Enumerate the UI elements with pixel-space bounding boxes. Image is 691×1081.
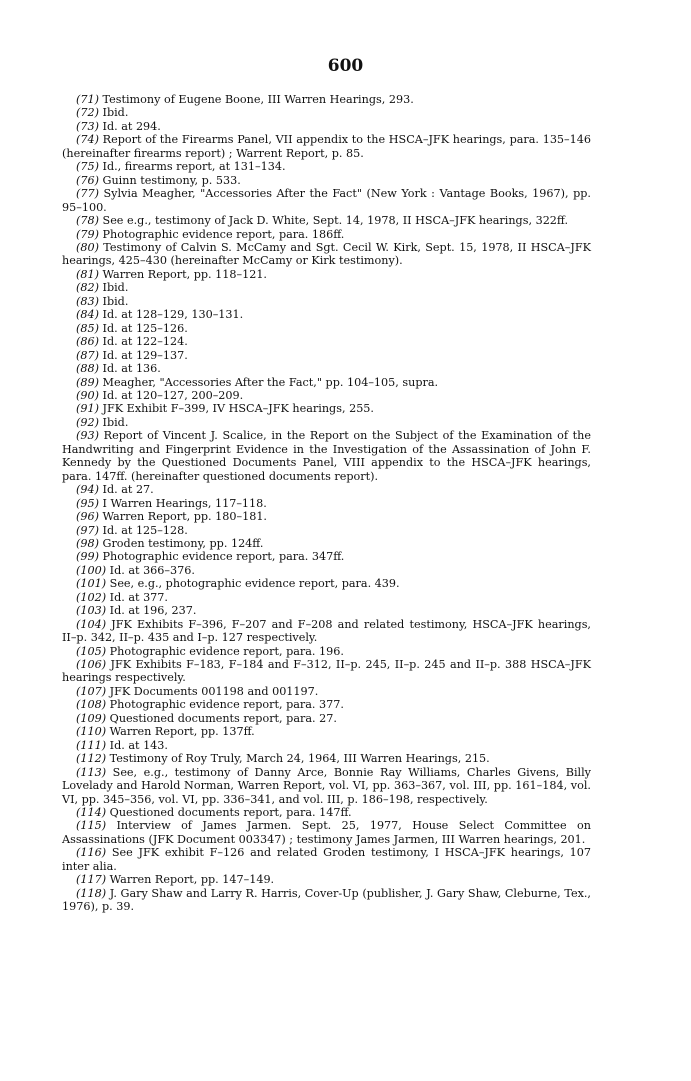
footnote-number: (97)	[76, 523, 99, 537]
footnote	[62, 766, 591, 806]
footnote	[62, 281, 591, 294]
footnote	[62, 133, 591, 160]
footnote	[62, 308, 591, 321]
footnote-text: JFK Exhibits F–183, F–184 and F–312, II–p. 245, II–p. 245 and II–p. 388 HSCA–JFK hearings respectively.	[62, 658, 591, 685]
footnote-number: (106)	[76, 658, 107, 672]
footnote-number: (88)	[76, 362, 99, 376]
footnote-text: Id. at 128–129, 130–131.	[98, 308, 244, 322]
footnote	[62, 187, 591, 214]
footnote-text: See JFK exhibit F–126 and related Groden testimony, I HSCA–JFK hearings, 107 inter alia.	[62, 846, 591, 873]
footnote-number: (109)	[76, 711, 107, 725]
footnote-number: (71)	[76, 93, 99, 106]
footnote-number: (95)	[76, 496, 99, 510]
footnote-number: (80)	[76, 240, 99, 254]
footnote-number: (102)	[76, 590, 107, 604]
footnote-text: Photographic evidence report, para. 196.	[106, 644, 344, 658]
footnote	[62, 712, 591, 725]
footnote-text: JFK Documents 001198 and 001197.	[106, 684, 319, 698]
footnote	[62, 887, 591, 914]
footnote	[62, 214, 591, 227]
footnote	[62, 241, 591, 268]
footnote	[62, 429, 591, 483]
footnote	[62, 389, 591, 402]
footnote-number: (73)	[76, 119, 99, 133]
footnote	[62, 228, 591, 241]
footnote-text: Id. at 27.	[98, 483, 154, 497]
footnote-number: (83)	[76, 294, 99, 308]
footnote	[62, 698, 591, 711]
footnote	[62, 618, 591, 645]
footnote-number: (92)	[76, 415, 99, 429]
footnote-number: (96)	[76, 510, 99, 524]
footnote-number: (115)	[76, 819, 107, 833]
footnote-number: (81)	[76, 267, 99, 281]
footnote-text: Ibid.	[98, 281, 129, 295]
footnote-number: (110)	[76, 725, 107, 739]
footnote-number: (79)	[76, 227, 99, 241]
footnote-number: (91)	[76, 402, 99, 416]
footnote-text: Groden testimony, pp. 124ff.	[98, 536, 264, 550]
footnote-text: Warren Report, pp. 137ff.	[106, 725, 255, 739]
footnote-text: Id. at 129–137.	[98, 348, 188, 362]
footnote-number: (90)	[76, 388, 99, 402]
footnote-text: Sylvia Meagher, "Accessories After the Fact" (New York : Vantage Books, 1967), pp. 95–100.	[62, 187, 591, 214]
footnote	[62, 752, 591, 765]
footnote-text: Id. at 122–124.	[98, 335, 188, 349]
footnote-text: Questioned documents report, para. 27.	[106, 711, 337, 725]
footnote	[62, 510, 591, 523]
footnote	[62, 591, 591, 604]
footnote-text: Id. at 196, 237.	[106, 604, 197, 618]
footnote-number: (101)	[76, 577, 107, 591]
footnote-number: (98)	[76, 536, 99, 550]
footnote-text: Id., firearms report, at 131–134.	[98, 160, 286, 174]
footnote-text: Testimony of Eugene Boone, III Warren Hearings, 293.	[98, 93, 414, 106]
footnote	[62, 806, 591, 819]
footnote	[62, 402, 591, 415]
footnote	[62, 685, 591, 698]
footnote-text: Id. at 136.	[98, 362, 161, 376]
footnote-text: Guinn testimony, p. 533.	[98, 173, 241, 187]
footnote-number: (94)	[76, 483, 99, 497]
footnote-text: Interview of James Jarmen. Sept. 25, 1977, House Select Committee on Assassinations (JFK Document 003347) ; testimony James Jarmen, III Warren hearings, 201.	[62, 819, 591, 846]
footnote-number: (85)	[76, 321, 99, 335]
footnote-text: Warren Report, pp. 147–149.	[106, 873, 275, 887]
footnote-number: (114)	[76, 806, 107, 820]
footnote-text: Testimony of Calvin S. McCamy and Sgt. Cecil W. Kirk, Sept. 15, 1978, II HSCA–JFK hearings, 425–430 (hereinafter McCamy or Kirk testimony).	[62, 240, 591, 268]
footnote	[62, 819, 591, 846]
footnote-number: (111)	[76, 738, 107, 752]
footnote-number: (93)	[76, 429, 99, 443]
footnote-number: (76)	[76, 173, 99, 187]
footnote-text: Meagher, "Accessories After the Fact," pp. 104–105, supra.	[98, 375, 439, 389]
footnote-number: (118)	[76, 886, 107, 900]
footnote-text: Id. at 120–127, 200–209.	[98, 388, 244, 402]
footnote-number: (103)	[76, 604, 107, 618]
footnote-text: I Warren Hearings, 117–118.	[98, 496, 267, 510]
footnote-text: Photographic evidence report, para. 347ff.	[98, 550, 345, 564]
footnote	[62, 295, 591, 308]
footnote-text: See, e.g., testimony of Danny Arce, Bonnie Ray Williams, Charles Givens, Billy Lovelady and Harold Norman, Warren Report, vol. VI, pp. 363–367, vol. III, pp. 161–184, vol. VI, pp. 345–356, vol. VI, pp. 336–341, and vol. III, p. 186–198, respectively.	[62, 765, 591, 806]
footnote-text: Warren Report, pp. 180–181.	[98, 510, 267, 524]
footnote-number: (116)	[76, 846, 107, 860]
footnote-number: (72)	[76, 106, 99, 120]
footnote-number: (87)	[76, 348, 99, 362]
footnote-text: Id. at 294.	[98, 119, 161, 133]
page-number: 600	[327, 56, 364, 76]
footnote	[62, 416, 591, 429]
footnote-text: See, e.g., photographic evidence report, para. 439.	[106, 577, 400, 591]
footnote-number: (82)	[76, 281, 99, 295]
footnote-text: Photographic evidence report, para. 186ff.	[98, 227, 345, 241]
footnote-text: JFK Exhibits F–396, F–207 and F–208 and related testimony, HSCA–JFK hearings, II–p. 342, II–p. 435 and I–p. 127 respectively.	[62, 617, 591, 645]
footnote	[62, 739, 591, 752]
footnote-text: Ibid.	[98, 415, 129, 429]
footnote	[62, 376, 591, 389]
footnote-number: (107)	[76, 684, 107, 698]
footnote	[62, 873, 591, 886]
footnote	[62, 658, 591, 685]
footnote	[62, 362, 591, 375]
footnote-text: Ibid.	[98, 294, 129, 308]
footnote-text: J. Gary Shaw and Larry R. Harris, Cover-Up (publisher, J. Gary Shaw, Cleburne, Tex., 1976), p. 39.	[62, 886, 591, 914]
footnote	[62, 846, 591, 873]
footnote-text: Id. at 143.	[106, 738, 168, 752]
footnote	[62, 497, 591, 510]
footnote	[62, 537, 591, 550]
footnote	[62, 550, 591, 563]
footnote-text: See e.g., testimony of Jack D. White, Sept. 14, 1978, II HSCA–JFK hearings, 322ff.	[98, 214, 569, 228]
footnote-number: (105)	[76, 644, 107, 658]
footnote-number: (74)	[76, 133, 99, 147]
footnote-text: Report of Vincent J. Scalice, in the Report on the Subject of the Examination of the Handwriting and Fingerprint Evidence in the Investigation of the Assassination of John F. Kennedy by the Questioned Documents Panel, VIII appendix to the HSCA–JFK hearings, para. 147ff. (hereinafter questioned documents report).	[62, 429, 591, 483]
footnote-text: Photographic evidence report, para. 377.	[106, 698, 344, 712]
footnote-list	[62, 93, 591, 914]
footnote-number: (78)	[76, 214, 99, 228]
footnote	[62, 160, 591, 173]
footnote-number: (84)	[76, 308, 99, 322]
footnote	[62, 349, 591, 362]
footnote	[62, 322, 591, 335]
footnote-number: (117)	[76, 873, 107, 887]
footnote-text: Warren Report, pp. 118–121.	[98, 267, 267, 281]
footnote	[62, 483, 591, 496]
footnote-number: (100)	[76, 563, 107, 577]
footnote	[62, 120, 591, 133]
footnote	[62, 725, 591, 738]
footnote-number: (75)	[76, 160, 99, 174]
footnote-number: (99)	[76, 550, 99, 564]
footnote-number: (104)	[76, 617, 107, 631]
footnote	[62, 564, 591, 577]
footnote	[62, 268, 591, 281]
footnote	[62, 106, 591, 119]
footnote-text: Ibid.	[98, 106, 129, 120]
footnote	[62, 93, 591, 106]
footnote-text: Id. at 125–128.	[98, 523, 188, 537]
footnote-number: (77)	[76, 187, 99, 201]
footnote-number: (113)	[76, 765, 107, 779]
footnote-number: (108)	[76, 698, 107, 712]
footnote	[62, 174, 591, 187]
footnote-number: (86)	[76, 335, 99, 349]
footnote	[62, 645, 591, 658]
footnote-text: Id. at 377.	[106, 590, 168, 604]
footnote-text: Testimony of Roy Truly, March 24, 1964, III Warren Hearings, 215.	[106, 752, 490, 766]
footnote-text: Id. at 366–376.	[106, 563, 195, 577]
footnote-number: (112)	[76, 752, 107, 766]
footnote-text: Questioned documents report, para. 147ff.	[106, 806, 352, 820]
footnote-number: (89)	[76, 375, 99, 389]
footnote	[62, 604, 591, 617]
footnote-text: Id. at 125–126.	[98, 321, 188, 335]
footnote	[62, 524, 591, 537]
footnote	[62, 577, 591, 590]
footnote	[62, 335, 591, 348]
footnote-text: JFK Exhibit F–399, IV HSCA–JFK hearings, 255.	[98, 402, 374, 416]
footnote-text: Report of the Firearms Panel, VII appendix to the HSCA–JFK hearings, para. 135–146 (hereinafter firearms report) ; Warrent Report, p. 85.	[62, 133, 591, 160]
